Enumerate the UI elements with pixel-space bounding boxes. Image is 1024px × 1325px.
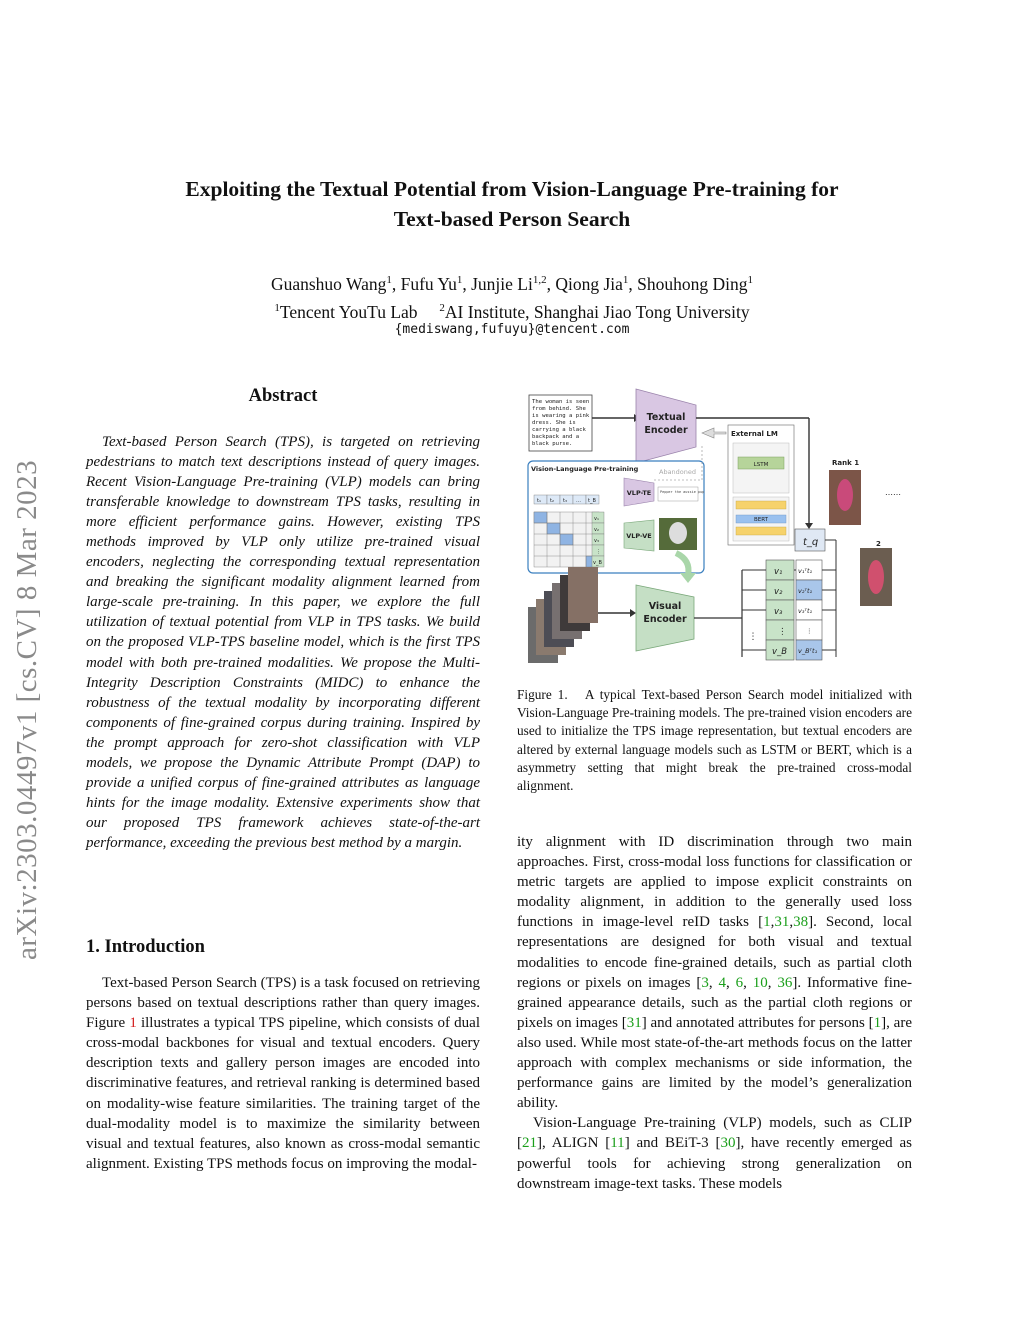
arxiv-stamp-text: arXiv:2303.04497v1 [cs.CV] 8 Mar 2023 (11, 459, 43, 960)
svg-text:Encoder: Encoder (644, 425, 688, 436)
svg-text:v₁: v₁ (774, 567, 783, 577)
svg-text:v_Bᵀt₁: v_Bᵀt₁ (798, 647, 818, 655)
bert-label: BERT (753, 517, 769, 523)
affiliations: $^1$Tencent YouTu Lab $^2$AI Institute, Shanghai Jiao Tong University (274, 301, 750, 322)
citation-link[interactable]: 4 (718, 974, 726, 991)
visual-encoder-label: Visual (648, 601, 682, 612)
intro-paragraph: Text-based Person Search (TPS) is a task focused on retrieving persons based on textual descriptions rather than query images. Figure 1 illustrates a typical TPS pipeline, which consists of dual cross-modal backbones for visual and textual encoders. Query description texts and gallery person images are encoded into discriminative features, and retrieval ranking is determined based on modality-wise feature similarities. The training target of the dual-modality model is to maximize the similarity between visual and textual features, also known as cross-modal semantic alignment. Existing TPS methods focus on improving the modal- (86, 975, 480, 1172)
citation-link[interactable]: 10 (752, 974, 768, 991)
pepper-text: Pepper the aussie pup (660, 490, 705, 494)
abandoned-label: Abandoned (659, 468, 697, 476)
svg-text:⋮: ⋮ (778, 627, 787, 637)
citation-link[interactable]: 38 (793, 914, 809, 931)
svg-text:t_B: t_B (588, 498, 596, 504)
title-line-1: Exploiting the Textual Potential from Vision-Language Pre-training for (185, 177, 839, 201)
svg-text:v₃: v₃ (774, 607, 783, 617)
abstract-heading: Abstract (248, 386, 318, 406)
title-line-2: Text-based Person Search (393, 207, 631, 231)
query-text-line: The woman is seen (532, 399, 590, 405)
paragraph: Vision-Language Pre-training (VLP) models, such as CLIP [21], ALIGN [11] and BEiT-3 [30], have recently emerged as powerful tools for achieving strong generalization on downstream image-text tasks. These models (517, 1115, 912, 1192)
citation-link[interactable]: 21 (522, 1135, 537, 1152)
citation-link[interactable]: 36 (777, 974, 793, 991)
svg-text:v₁ᵀt₁: v₁ᵀt₁ (798, 567, 813, 575)
svg-text:⋮: ⋮ (596, 549, 601, 555)
svg-text:v₂: v₂ (774, 587, 783, 597)
citation-link[interactable]: 30 (720, 1135, 736, 1152)
author-email: {mediswang,fufuyu}@tencent.com (394, 322, 630, 337)
intro-continuation (517, 832, 912, 1194)
abstract-body: Text-based Person Search (TPS), is targeted on retrieving pedestrians to match text descriptions instead of query images. Recent Vision-Language Pre-training (VLP) models can bring transferable knowledge to downstream TPS tasks, resulting in more efficient performance gains. However, existing TPS methods improved by VLP only utilize pre-trained visual encoders, neglecting the corresponding textual representation and breaking the significant modality alignment learned from large-scale pre-training. In this paper, we explore the full utilization of textual potential from VLP in TPS tasks. We build on the proposed VLP-TPS baseline model, which is the first TPS model with both pre-trained modalities. We propose the Multi-Integrity Description Constraints (MIDC) to enhance the robustness of the textual modality by incorporating different components of fine-grained corpus during training. Inspired by the prompt approach for zero-shot classification with VLP models, we propose the Dynamic Attribute Prompt (DAP) to provide a unified corpus of fine-grained attributes as language hints for the image modality. Extensive experiments show that our proposed TPS framework achieves state-of-the-art performance, exceeding the previous best method by a margin. (86, 434, 480, 851)
svg-text:v₃: v₃ (594, 538, 599, 544)
svg-text:v₂ᵀt₁: v₂ᵀt₁ (798, 587, 813, 595)
citation-link[interactable]: 11 (610, 1135, 625, 1152)
vlp-te-label: VLP-TE (626, 489, 652, 497)
svg-text:v_B: v_B (593, 560, 602, 566)
citation-link[interactable]: 31 (626, 1014, 642, 1031)
query-text-line: is wearing a pink (532, 413, 590, 419)
vlp-box-label: Vision-Language Pre-training (531, 465, 639, 473)
figure-label: Figure 1. (517, 687, 568, 702)
citation-link[interactable]: 6 (735, 974, 744, 991)
query-text-line: backpack and a (532, 434, 580, 440)
svg-text:t₂: t₂ (550, 498, 554, 504)
citation-link[interactable]: 31 (774, 914, 790, 931)
citation-link[interactable]: 1 (873, 1014, 882, 1031)
query-text-line: black purse. (532, 441, 573, 447)
paper-title (0, 174, 1024, 234)
vlp-ve-label: VLP-VE (626, 532, 652, 540)
svg-text:⋮: ⋮ (748, 632, 758, 642)
rank2-label: 2 (876, 540, 881, 548)
svg-text:…: … (576, 498, 581, 504)
figure-1 (526, 385, 910, 671)
svg-text:t₁: t₁ (537, 498, 541, 504)
citation-link[interactable]: 1 (763, 914, 771, 931)
author-block (0, 268, 1024, 324)
svg-text:⋮: ⋮ (806, 627, 813, 635)
results-ellipsis: …… (885, 488, 901, 497)
svg-text:Encoder: Encoder (643, 614, 687, 625)
citation-link[interactable]: 3 (701, 974, 709, 991)
svg-text:v₂: v₂ (594, 527, 599, 533)
rank1-label: Rank 1 (832, 459, 860, 467)
svg-text:v₃ᵀt₁: v₃ᵀt₁ (798, 607, 813, 615)
query-text-line: from behind. She (532, 406, 586, 412)
svg-text:t₃: t₃ (563, 498, 567, 504)
author-names: Guanshuo Wang$^1$, Fufu Yu$^1$, Junjie Li$^{1,2}$, Qiong Jia$^1$, Shouhong Ding$^1$ (270, 273, 754, 294)
paragraph: ity alignment with ID discrimination through two main approaches. First, cross-modal loss functions for classification or metric targets are applied to impose explicit constraints on modality alignment, in addition to the generally used loss functions in image-level reID tasks [1,31,38]. Second, local representations are designed for both visual and textual modalities to encode fine-grained details, such as partial cloth regions or pixels on images [3, 4, 6, 10, 36]. Informative fine-grained appearance details, such as the partial cloth regions or pixels on images [31] and annotated attributes for persons [1], are also used. While most state-of-the-art methods focus on the latter approach with complex mechanisms or side information, the performance gains are limited by the model’s generalization ability. (517, 834, 913, 1112)
section-heading-introduction: 1. Introduction (86, 937, 205, 957)
figure-ref-link[interactable]: 1 (129, 1015, 137, 1032)
figure-1-caption: Figure 1. A typical Text-based Person Search model initialized with Vision-Language Pre-training models. The pre-trained vision encoders are used to initialize the TPS image representation, but textual encoders are altered by external language models such as LSTM or BERT, which is a asymmetry setting that might break the pre-trained cross-modal alignment. (517, 687, 913, 794)
svg-text:v₁: v₁ (594, 516, 599, 522)
query-text-line: carrying a black (532, 427, 586, 433)
arxiv-stamp (11, 360, 56, 960)
tq-label: t_q (803, 537, 819, 548)
external-lm-label: External LM (731, 430, 778, 438)
svg-text:v_B: v_B (772, 647, 788, 657)
lstm-label: LSTM (753, 462, 769, 468)
query-text-line: dress. She is (532, 420, 576, 426)
textual-encoder-label: Textual (646, 412, 686, 423)
